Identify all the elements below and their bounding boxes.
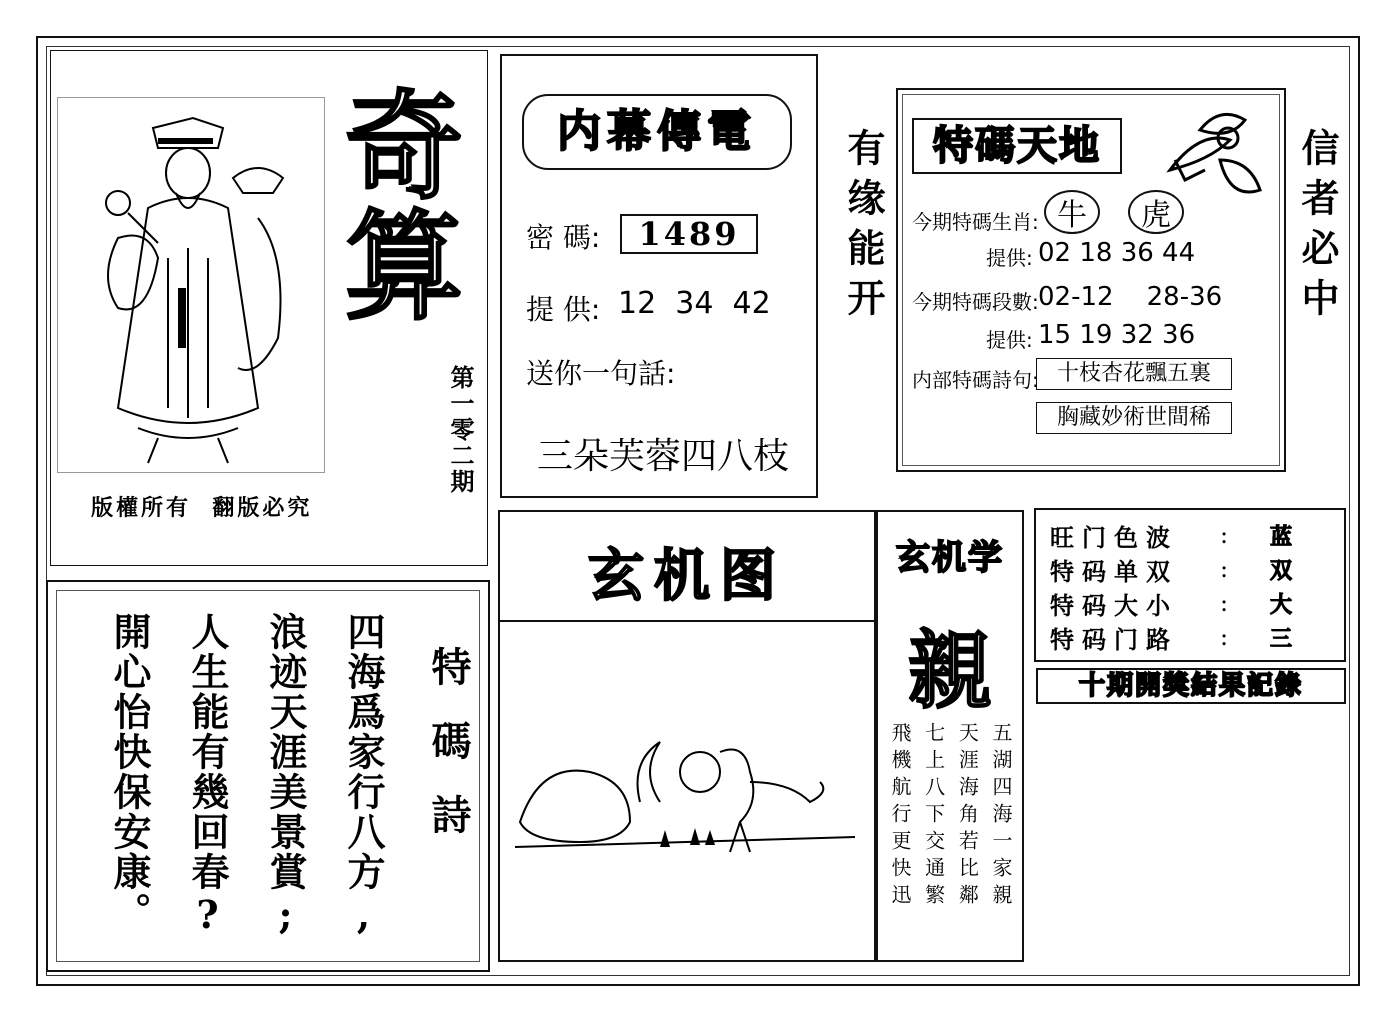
xuanji-study-title: 玄机学 [896,538,1004,578]
right-top-panel [896,88,1286,472]
lotus-ornament [1160,100,1270,210]
provide-values: 12 34 42 [618,286,771,321]
attribute-colon: : [1220,589,1229,617]
attribute-colon: : [1220,555,1229,583]
copyright-notice: 版權所有 翻版必究 [91,495,313,521]
xuanji-verse-1: 五湖四海一家親 [988,722,1013,911]
phrase-text: 三朵芙蓉四八枝 [536,436,789,477]
code-value: 1489 [620,214,758,254]
provide2-label: 提供: [986,328,1033,352]
poem-column-4: 開心怡快保安康。 [107,612,152,932]
slogan-left: 有缘能开 [841,128,886,328]
attribute-label: 特码门路 [1050,624,1178,654]
xuanji-image-box [498,620,876,962]
segment-values: 02-12 28-36 [1038,282,1223,312]
deity-illustration [57,97,325,473]
inside-news-banner: 内幕傳電 [522,94,792,170]
title-char-1: 奇 [344,77,463,216]
provide-label: 提 供: [526,293,601,326]
zodiac-1: 牛 [1044,190,1100,234]
records-title: 十期開獎結果記錄 [1036,668,1346,704]
slogan-right: 信者必中 [1295,128,1340,328]
attribute-row [1050,552,1340,586]
segment-label: 今期特碼段數: [912,290,1039,314]
attribute-row [1050,586,1340,620]
issue-number: 第一零二期 [446,365,475,495]
provide1-values: 02 18 36 44 [1038,238,1196,268]
provide1-label: 提供: [986,246,1033,270]
poem-column-1: 四海爲家行八方, [341,612,386,939]
attribute-value: 双 [1270,557,1293,584]
xuanji-verse-4: 飛機航行更快迅 [888,722,912,911]
attribute-value: 三 [1270,625,1293,652]
poem-label: 内部特碼詩句: [912,368,1039,392]
attribute-row [1050,518,1340,552]
left-top-panel [50,50,488,566]
code-label: 密 碼: [526,221,601,254]
phrase-label: 送你一句話: [526,357,676,390]
xuanji-verse-3: 七上八下交通繁 [921,722,946,911]
poem-line-1: 十枝杏花飄五裏 [1036,358,1232,390]
attribute-label: 旺门色波 [1050,522,1178,552]
zodiac-2: 虎 [1128,190,1184,234]
attribute-row [1050,620,1340,654]
provide2-values: 15 19 32 36 [1038,320,1196,350]
poem-column-3: 人生能有幾回春? [185,612,230,939]
poem-column-2: 浪迹天涯美景賞; [263,612,308,939]
poem-line-2: 胸藏妙術世間稀 [1036,402,1232,434]
xuanji-verses [886,722,1016,958]
attribute-label: 特码单双 [1050,556,1178,586]
xuanji-title: 玄机图 [588,543,786,609]
attribute-label: 特码大小 [1050,590,1178,620]
xuanji-verse-2: 天涯海角若比鄰 [955,722,980,911]
attribute-value: 蓝 [1270,523,1293,550]
xuanji-study-box [876,510,1024,962]
attribute-colon: : [1220,521,1229,549]
attribute-value: 大 [1270,591,1293,618]
attributes-rows [1050,518,1340,654]
attributes-table [1034,508,1346,662]
xuanji-title-box [498,510,876,622]
center-top-panel [500,54,818,498]
poem-title: 特碼詩 [425,646,472,868]
riddle-illustration [510,712,866,882]
zodiac-label: 今期特碼生肖: [912,210,1039,234]
attribute-colon: : [1220,623,1229,651]
poem-panel [46,580,490,972]
special-code-title: 特碼天地 [912,118,1122,174]
xuanji-char: 親 [907,621,992,720]
title-char-2: 算 [344,197,463,336]
